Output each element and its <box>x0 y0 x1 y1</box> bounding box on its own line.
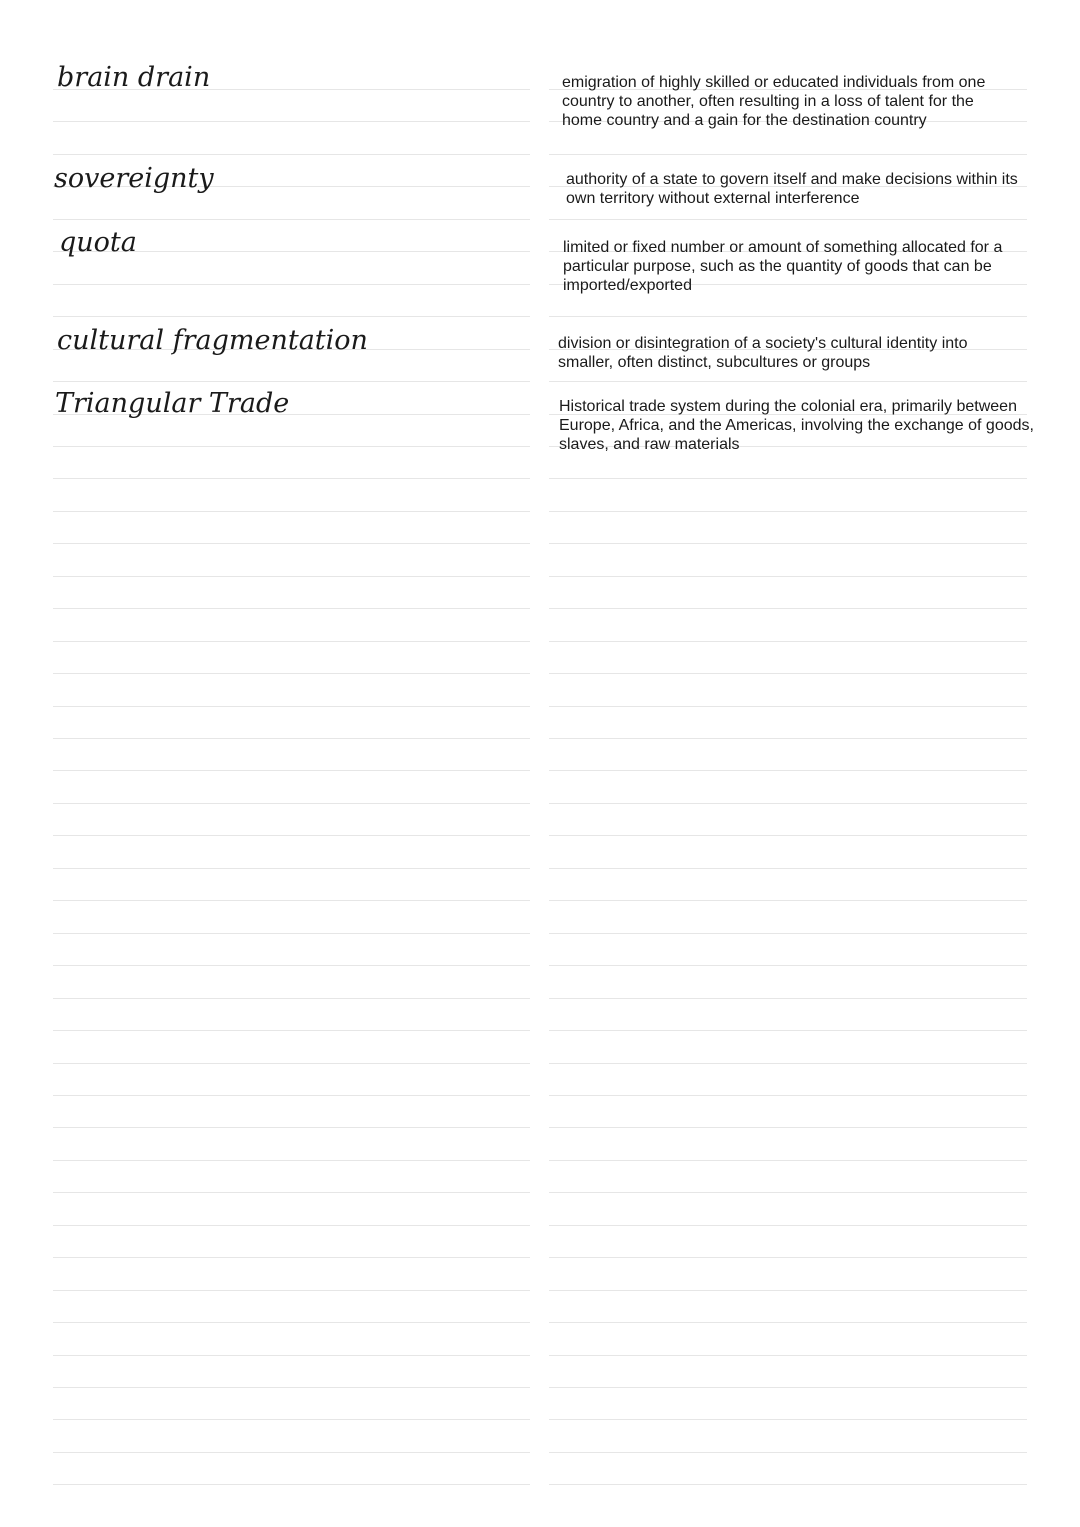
ruled-line <box>549 1257 1027 1258</box>
ruled-line <box>53 1192 530 1193</box>
definition-triangular-trade: Historical trade system during the colonial era, primarily between Europe, Africa, and the Americas, involving the exchange of goods, slaves, and raw materials <box>559 398 1034 453</box>
ruled-line <box>549 478 1027 479</box>
ruled-line <box>53 121 530 122</box>
ruled-line <box>53 478 530 479</box>
ruled-line <box>549 1355 1027 1356</box>
ruled-line <box>549 381 1027 382</box>
ruled-line <box>53 706 530 707</box>
ruled-line <box>53 284 530 285</box>
ruled-line <box>53 1290 530 1291</box>
ruled-line <box>549 1322 1027 1323</box>
ruled-line <box>549 738 1027 739</box>
ruled-line <box>53 1257 530 1258</box>
ruled-line <box>549 673 1027 674</box>
ruled-line <box>53 673 530 674</box>
definition-cultural-fragmentation: division or disintegration of a society's cultural identity into smaller, often distinct, subcultures or groups <box>558 335 968 371</box>
ruled-line <box>53 1355 530 1356</box>
ruled-line <box>53 998 530 999</box>
ruled-line <box>53 1419 530 1420</box>
ruled-line <box>549 803 1027 804</box>
ruled-line <box>53 316 530 317</box>
ruled-line <box>53 1160 530 1161</box>
definition-brain-drain: emigration of highly skilled or educated individuals from one country to another, often resulting in a loss of talent for the home country and a gain for the destination country <box>562 74 986 129</box>
ruled-line <box>53 511 530 512</box>
ruled-line <box>549 835 1027 836</box>
term-quota: quota <box>59 227 137 258</box>
ruled-line <box>549 608 1027 609</box>
ruled-line <box>549 933 1027 934</box>
ruled-line <box>53 1322 530 1323</box>
ruled-line <box>549 900 1027 901</box>
ruled-line <box>53 543 530 544</box>
term-sovereignty: sovereignty <box>54 163 214 194</box>
ruled-line <box>53 738 530 739</box>
ruled-line <box>53 868 530 869</box>
ruled-line <box>549 154 1027 155</box>
ruled-line <box>53 770 530 771</box>
ruled-line <box>53 835 530 836</box>
ruled-line <box>549 1030 1027 1031</box>
ruled-line <box>549 1484 1027 1485</box>
ruled-line <box>53 1063 530 1064</box>
ruled-line <box>53 608 530 609</box>
ruled-line <box>549 1192 1027 1193</box>
ruled-line <box>549 1160 1027 1161</box>
term-triangular-trade: Triangular Trade <box>55 388 290 419</box>
definitions-column <box>549 0 1034 1527</box>
ruled-line <box>549 543 1027 544</box>
ruled-line <box>53 933 530 934</box>
ruled-line <box>549 770 1027 771</box>
ruled-line <box>549 1095 1027 1096</box>
ruled-line <box>53 1030 530 1031</box>
ruled-line <box>549 998 1027 999</box>
ruled-line <box>549 511 1027 512</box>
ruled-line <box>53 1225 530 1226</box>
ruled-line <box>549 641 1027 642</box>
ruled-line <box>549 1063 1027 1064</box>
ruled-line <box>53 1484 530 1485</box>
ruled-line <box>53 641 530 642</box>
term-cultural-fragmentation: cultural fragmentation <box>57 325 368 356</box>
ruled-line <box>53 446 530 447</box>
ruled-line <box>53 900 530 901</box>
ruled-line <box>549 576 1027 577</box>
ruled-line <box>549 1127 1027 1128</box>
ruled-line <box>53 381 530 382</box>
ruled-line <box>53 1095 530 1096</box>
ruled-line <box>53 154 530 155</box>
ruled-line <box>549 868 1027 869</box>
definition-sovereignty: authority of a state to govern itself and make decisions within its own territory without external interference <box>566 171 1018 207</box>
ruled-line <box>53 1127 530 1128</box>
ruled-line <box>549 219 1027 220</box>
ruled-line <box>53 576 530 577</box>
ruled-line <box>549 1290 1027 1291</box>
ruled-line <box>53 965 530 966</box>
ruled-line <box>53 1452 530 1453</box>
ruled-line <box>549 1452 1027 1453</box>
ruled-line <box>549 706 1027 707</box>
ruled-line <box>53 803 530 804</box>
term-brain-drain: brain drain <box>57 62 211 93</box>
ruled-line <box>549 1419 1027 1420</box>
ruled-line <box>53 219 530 220</box>
ruled-line <box>53 1387 530 1388</box>
ruled-line <box>549 1387 1027 1388</box>
ruled-line <box>549 1225 1027 1226</box>
ruled-line <box>549 965 1027 966</box>
definition-quota: limited or fixed number or amount of something allocated for a particular purpose, such as the quantity of goods that can be imported/exported <box>563 239 1003 294</box>
ruled-line <box>549 316 1027 317</box>
terms-column <box>53 0 530 1527</box>
